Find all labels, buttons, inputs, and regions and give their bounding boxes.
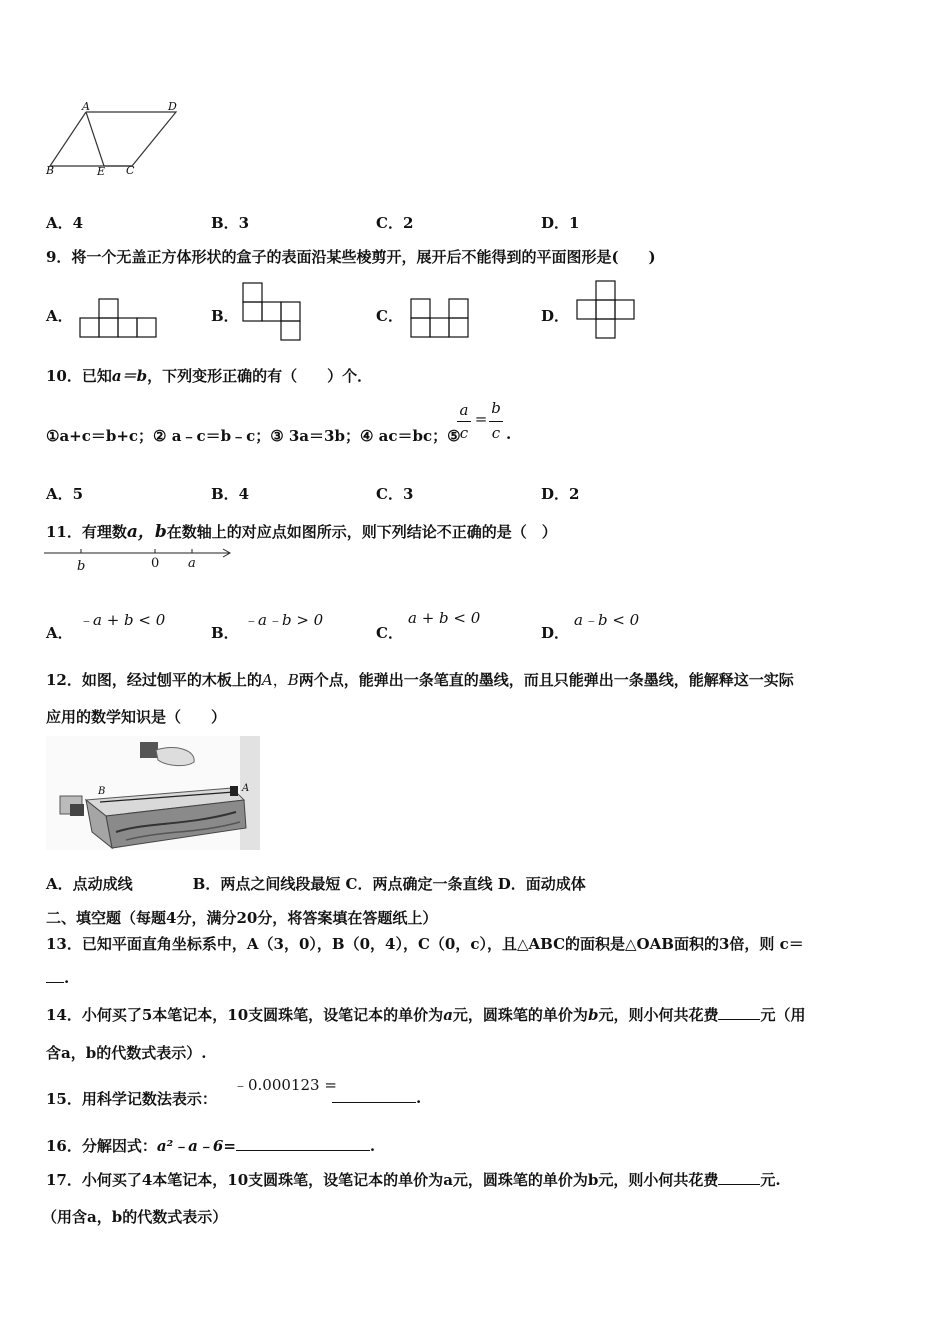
- q9-net-c[interactable]: [410, 298, 472, 340]
- q15-blank-line: [332, 1088, 421, 1107]
- q16-line: [46, 1135, 375, 1156]
- q13-end: .: [64, 969, 70, 987]
- q12-stem-post: 两个点，能弹出一条笔直的墨线，而且只能弹出一条墨线，能解释这一实际: [298, 671, 794, 689]
- figure-label-d: D: [168, 100, 177, 113]
- q8-option-c[interactable]: C．2: [376, 214, 414, 232]
- figure-label-b: B: [46, 164, 55, 177]
- q11-stem-vars: a，b: [126, 522, 167, 542]
- q8-option-a[interactable]: A．4: [46, 214, 84, 232]
- axis-label-a: a: [188, 556, 196, 571]
- q12-point-a: A: [261, 671, 273, 689]
- q12-sep: ，: [272, 671, 288, 689]
- q11-stem-pre: 11．有理数: [46, 523, 127, 541]
- q10-frac-right-bar: [489, 421, 503, 422]
- axis-label-zero: 0: [151, 556, 160, 571]
- q13-answer-blank[interactable]: [46, 968, 64, 983]
- q8-option-b[interactable]: B．3: [211, 214, 250, 232]
- q11-stem: [46, 517, 557, 542]
- q17-text: 17．小何买了4本笔记本，10支圆珠笔，设笔记本的单价为a元，圆珠笔的单价为b元，则小何共花费: [46, 1171, 719, 1189]
- q10-stem-post: ，下列变形正确的有（ ）个．: [147, 367, 373, 385]
- q13-line2: [46, 968, 69, 987]
- q10-frac-left-den: c: [459, 424, 469, 442]
- q9-option-d-label[interactable]: D．: [541, 307, 570, 325]
- q10-frac-left-num: a: [459, 401, 469, 419]
- number-line: [44, 544, 236, 564]
- q9-option-b-label[interactable]: B．: [211, 307, 239, 325]
- axis-label-b: b: [77, 559, 86, 574]
- photo-label-a: A: [242, 783, 250, 794]
- q10-option-a[interactable]: A．5: [46, 485, 84, 503]
- q16-label: 16．分解因式：: [46, 1137, 157, 1155]
- q10-frac-right-den: c: [491, 424, 501, 442]
- q10-end-period: .: [506, 425, 512, 443]
- q9-option-c-label[interactable]: C．: [376, 307, 403, 325]
- q17-line1: [46, 1169, 781, 1190]
- q15-label: 15．用科学记数法表示：: [46, 1090, 217, 1108]
- q10-frac-right-num: b: [491, 399, 501, 417]
- q14-line2: 含a，b的代数式表示）.: [46, 1044, 207, 1062]
- q10-frac-equals: =: [474, 410, 488, 428]
- figure-label-e: E: [97, 165, 106, 178]
- q17-end: 元.: [760, 1171, 781, 1189]
- q15-end: .: [416, 1089, 422, 1107]
- q9-net-a[interactable]: [79, 298, 159, 338]
- q11-option-a-math[interactable]: ﹣a + b < 0: [78, 611, 166, 629]
- parallelogram-figure: [44, 100, 184, 180]
- q12-options[interactable]: A．点动成线 B．两点之间线段最短 C．两点确定一条直线 D．面动成体: [46, 875, 586, 893]
- q16-answer-blank[interactable]: [236, 1136, 370, 1151]
- q10-stem-eq: a＝b: [111, 367, 148, 385]
- q11-option-c-math[interactable]: a + b < 0: [408, 609, 481, 627]
- q10-items: ①a+c＝b+c；② a﹣c＝b﹣c；③ 3a＝3b；④ ac＝bc；⑤: [46, 427, 461, 445]
- photo-label-b: B: [98, 786, 106, 797]
- q12-stem-line1: [46, 669, 794, 690]
- q14-var-b: b: [587, 1006, 599, 1024]
- q14-answer-blank[interactable]: [718, 1005, 760, 1020]
- q14-line1: [46, 1004, 805, 1025]
- q15-expr: ﹣0.000123 =: [233, 1076, 337, 1094]
- q10-stem: [46, 365, 372, 386]
- q10-option-b[interactable]: B．4: [211, 485, 250, 503]
- figure-label-c: C: [126, 164, 135, 177]
- q12-stem-pre: 12．如图，经过刨平的木板上的: [46, 671, 262, 689]
- q17-answer-blank[interactable]: [718, 1170, 760, 1185]
- q10-option-c[interactable]: C．3: [376, 485, 414, 503]
- q14-pre: 14．小何买了5本笔记本，10支圆珠笔，设笔记本的单价为: [46, 1006, 444, 1024]
- q13-line1: 13．已知平面直角坐标系中，A（3，0），B（0，4），C（0，c），且△ABC的面积是△OAB面积的3倍，则 c＝: [46, 935, 804, 953]
- figure-label-a: A: [82, 100, 90, 113]
- q8-option-d[interactable]: D．1: [541, 214, 580, 232]
- q14-tail: 元（用: [760, 1006, 806, 1024]
- q11-option-b-label[interactable]: B．: [211, 624, 239, 642]
- woodboard-photo: [46, 736, 260, 850]
- q9-stem: 9．将一个无盖正方体形状的盒子的表面沿某些棱剪开，展开后不能得到的平面图形是( ): [46, 248, 656, 266]
- segment-ae: [86, 112, 104, 166]
- q16-expr: a²﹣a﹣6=: [156, 1137, 236, 1155]
- q11-option-b-math[interactable]: ﹣a﹣b > 0: [243, 611, 324, 629]
- q9-net-b[interactable]: [242, 282, 304, 342]
- q11-option-c-label[interactable]: C．: [376, 624, 403, 642]
- q16-end: .: [369, 1137, 376, 1155]
- q9-net-d[interactable]: [576, 280, 638, 342]
- q11-option-d-label[interactable]: D．: [541, 624, 570, 642]
- q10-frac-left-bar: [457, 421, 471, 422]
- q10-option-d[interactable]: D．2: [541, 485, 580, 503]
- q12-stem-line2: 应用的数学知识是（ ）: [46, 708, 227, 726]
- q11-option-a-label[interactable]: A．: [46, 624, 73, 642]
- q14-var-a: a: [443, 1006, 453, 1024]
- q14-mid: 元，圆珠笔的单价为: [452, 1006, 588, 1024]
- q12-point-b: B: [287, 671, 299, 689]
- q15-answer-blank[interactable]: [332, 1088, 416, 1103]
- q17-line2: （用含a，b的代数式表示）: [42, 1208, 228, 1226]
- q11-stem-post: 在数轴上的对应点如图所示，则下列结论不正确的是（ ）: [166, 523, 557, 541]
- q9-option-a-label[interactable]: A．: [46, 307, 73, 325]
- section-2-heading: 二、填空题（每题4分，满分20分，将答案填在答题纸上）: [46, 909, 438, 927]
- q14-post: 元，则小何共花费: [598, 1006, 719, 1024]
- q10-stem-pre: 10．已知: [46, 367, 112, 385]
- parallelogram-outline: [50, 112, 176, 166]
- q11-option-d-math[interactable]: a﹣b < 0: [574, 611, 640, 629]
